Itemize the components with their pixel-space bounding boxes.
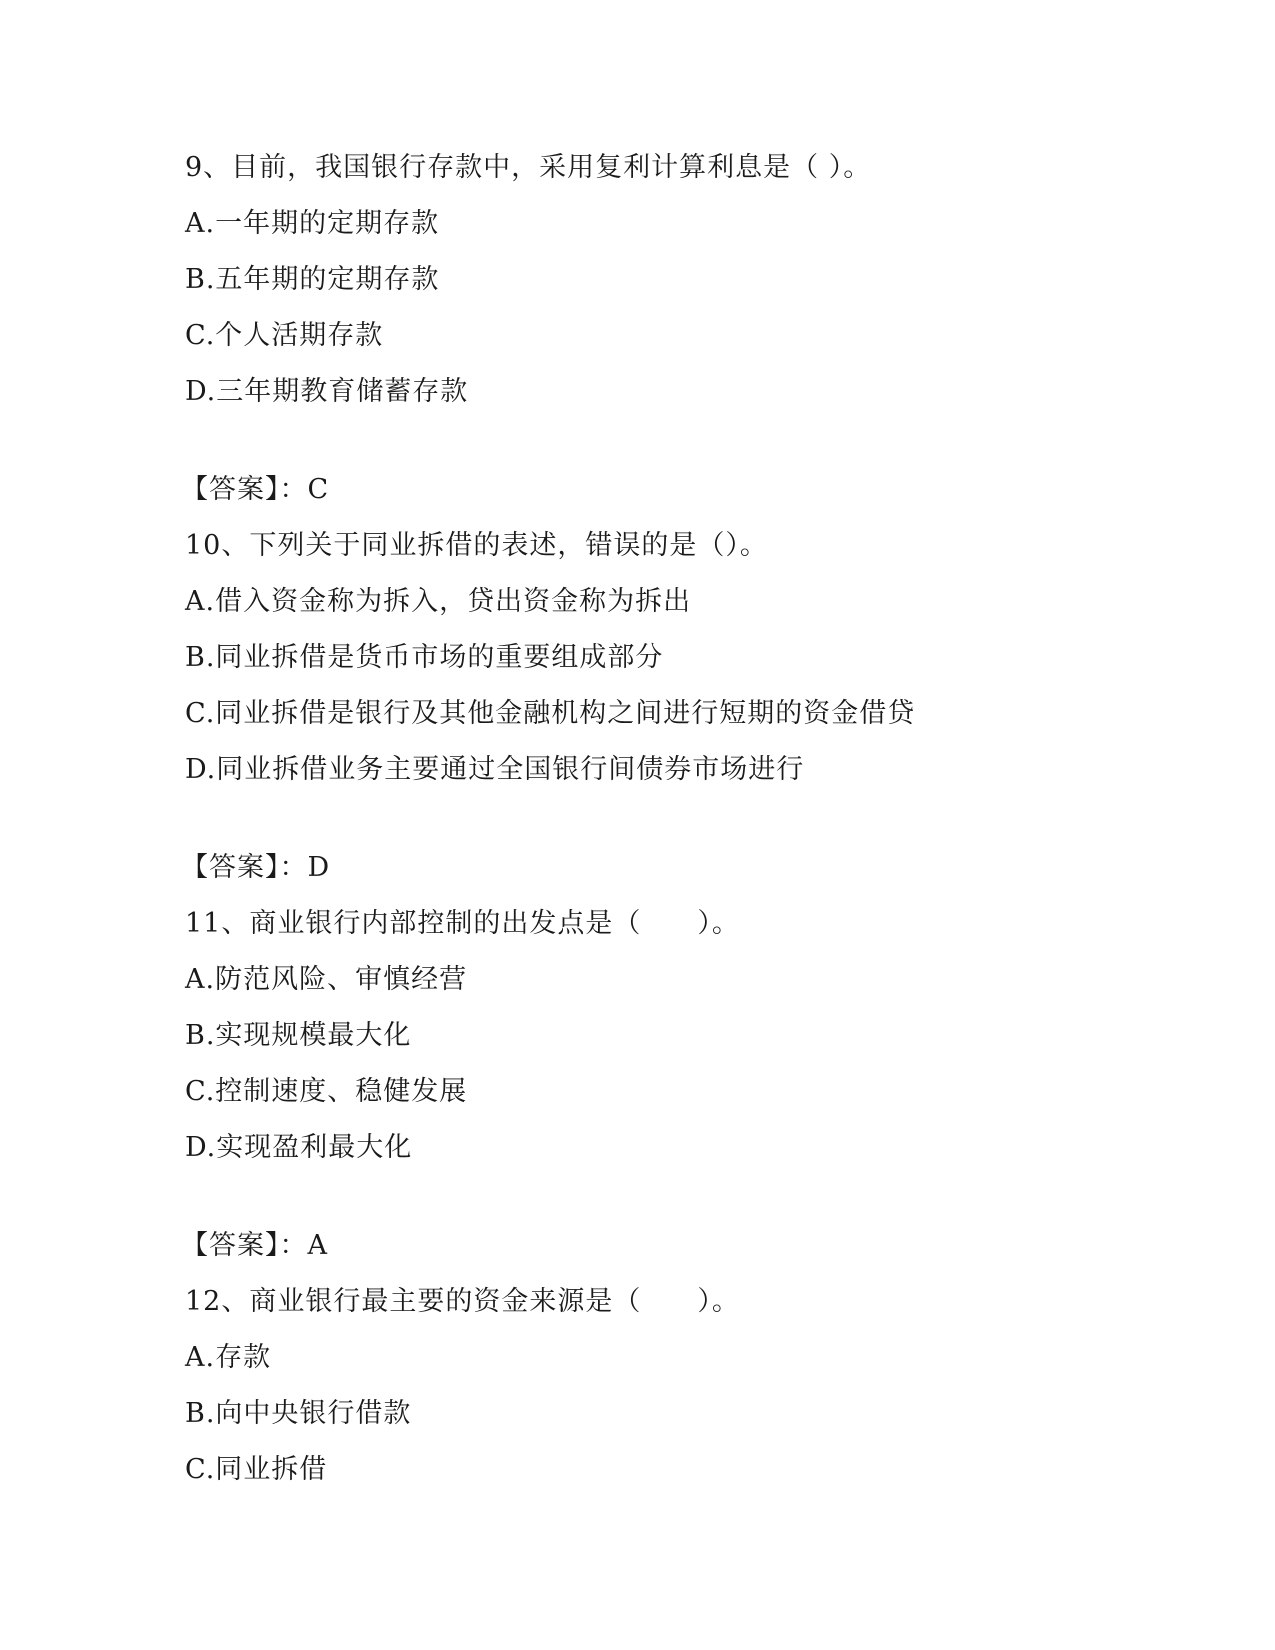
- option-c: C.同业拆借: [185, 1454, 328, 1485]
- answer-line: 【答案】：C: [181, 474, 330, 505]
- question-9: [181, 140, 1185, 518]
- question-12: [185, 1274, 1185, 1498]
- question-10: [181, 518, 1185, 896]
- option-a: A.防范风险、审慎经营: [185, 964, 468, 995]
- option-b: B.同业拆借是货币市场的重要组成部分: [185, 642, 664, 673]
- question-stem: 12、商业银行最主要的资金来源是（ ）。: [185, 1286, 740, 1317]
- option-c: C.个人活期存款: [185, 320, 384, 351]
- option-b: B.实现规模最大化: [185, 1020, 412, 1051]
- question-11: [181, 896, 1185, 1274]
- answer-line: 【答案】：D: [181, 852, 331, 883]
- option-b: B.五年期的定期存款: [185, 264, 440, 295]
- question-stem: 9、目前，我国银行存款中，采用复利计算利息是（ ）。: [185, 152, 872, 183]
- option-a: A.存款: [185, 1342, 272, 1373]
- option-d: D.三年期教育储蓄存款: [185, 376, 469, 407]
- option-c: C.控制速度、稳健发展: [185, 1076, 468, 1107]
- document-page: [181, 140, 1185, 1498]
- question-stem: 10、下列关于同业拆借的表述，错误的是（）。: [185, 530, 768, 561]
- option-b: B.向中央银行借款: [185, 1398, 412, 1429]
- option-a: A.借入资金称为拆入，贷出资金称为拆出: [185, 586, 692, 617]
- option-d: D.实现盈利最大化: [185, 1132, 413, 1163]
- answer-line: 【答案】：A: [181, 1230, 328, 1261]
- question-stem: 11、商业银行内部控制的出发点是（ ）。: [185, 908, 740, 939]
- option-a: A.一年期的定期存款: [185, 208, 440, 239]
- option-c: C.同业拆借是银行及其他金融机构之间进行短期的资金借贷: [185, 698, 916, 729]
- option-d: D.同业拆借业务主要通过全国银行间债券市场进行: [185, 754, 805, 785]
